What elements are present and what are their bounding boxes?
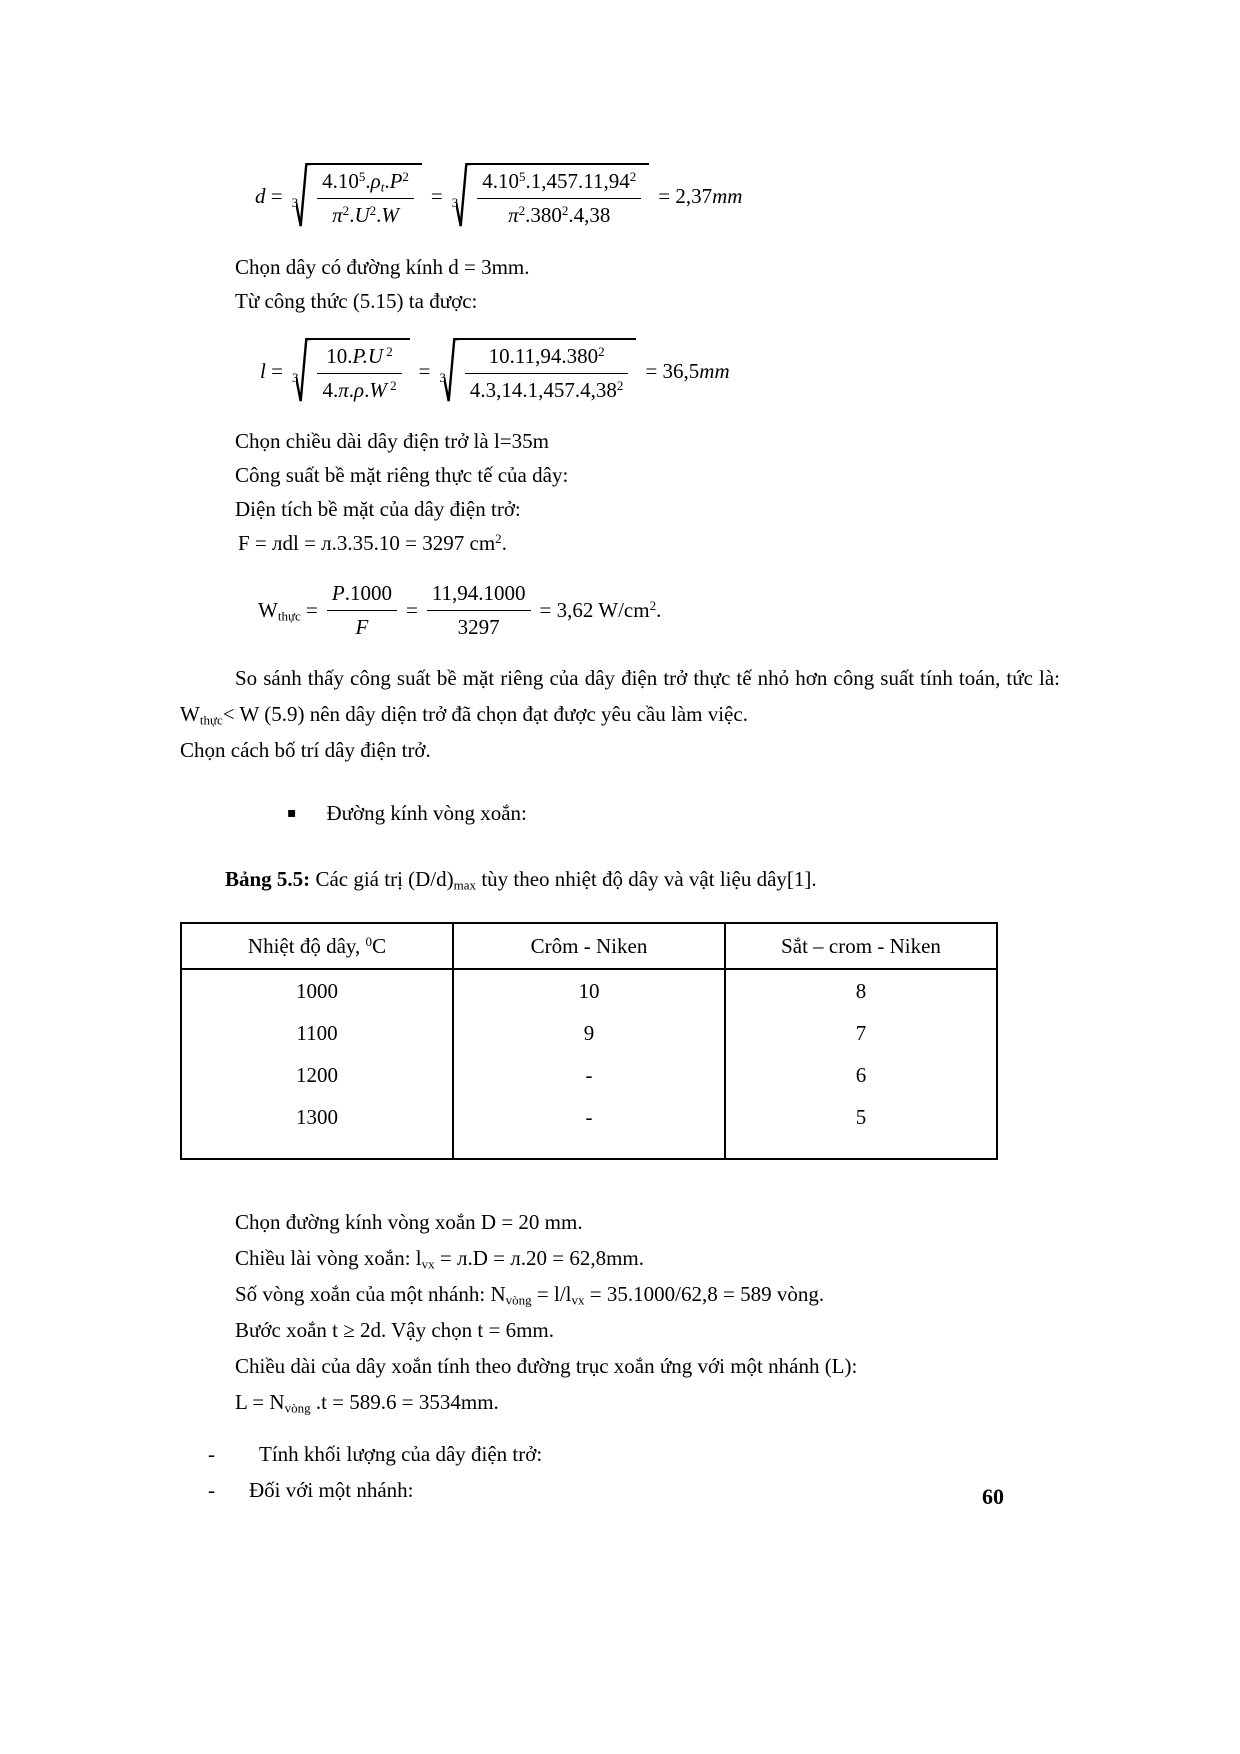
table-row [181,1096,997,1159]
paragraph-dien-tich: Diện tích bề mặt của dây điện trở: [235,497,521,521]
table-header-temperature: Nhiệt độ dây, $^0$C [181,923,453,969]
root-index: 3 [451,194,459,210]
cube-root [292,338,410,403]
formula-lhs: l = [260,358,283,383]
table-cell: 1100 [181,1012,453,1054]
table-cell: 1300 [181,1096,453,1159]
paragraph-so-vong: Số vòng xoắn của một nhánh: Nvòng = l/lvx = 35.1000/62,8 = 589 vòng. [235,1282,825,1308]
table-cell: 9 [453,1012,725,1054]
table-cell: 1000 [181,969,453,1012]
formula-length [260,326,1060,416]
table-row [181,969,997,1012]
cube-root [439,338,636,403]
table-header-sat-crom-niken: Sắt – crom - Niken [725,923,997,969]
equals-sign: = [405,597,418,622]
paragraph-so-sanh: So sánh thấy công suất bề mặt riêng của dây điện trở thực tế nhỏ hơn công suất tính toán, tức là: Wthực< W (5.9) nên dây diện trở đã chọn đạt được yêu cầu làm việc. [180,666,1060,728]
fraction [317,344,401,401]
dash-item-mot-nhanh [208,1472,1060,1508]
radicand [311,338,409,403]
radical-icon [296,163,311,228]
paragraph-cong-suat: Công suất bề mặt riêng thực tế của dây: [235,463,569,487]
table-cell: 8 [725,969,997,1012]
dash-item-label: Tính khối lượng của dây điện trở: [259,1442,543,1466]
formula-diameter [255,150,1060,242]
table-row [181,1012,997,1054]
equals-sign: = [418,358,431,383]
bullet-item [287,796,1060,830]
formula-surface-area: F = лdl = л.3.35.10 = 3297 $cm^2$. [238,530,507,555]
table-cell: 7 [725,1012,997,1054]
radicand [311,163,422,228]
table-cell: - [453,1096,725,1159]
formula-result: = 36,5mm [645,358,730,383]
table-dd-max [180,922,998,1160]
table-cell: 5 [725,1096,997,1159]
formula-L: L = Nvòng .t = 589.6 = 3534mm. [235,1390,499,1416]
dash-item-khoi-luong [208,1436,1060,1472]
fraction-numerator: 11,94.1000 [431,581,526,606]
table-cell: 10 [453,969,725,1012]
fraction [465,344,629,401]
dash-marker: - [208,1442,215,1466]
fraction [317,169,414,226]
fraction-numerator: 10.P.U $^2$ [326,344,393,369]
fraction-denominator: 3297 [427,610,531,639]
table-header-row [181,923,997,969]
paragraph-buoc-xoan: Bước xoắn t ≥ 2d. Vậy chọn t = 6mm. [235,1318,555,1342]
paragraph-chieu-lai: Chiều lài vòng xoắn: lvx = л.D = л.20 = 62,8mm. [235,1246,644,1272]
fraction-numerator: 10.11,94.380$^2$ [488,344,605,369]
dash-item-label: Đối với một nhánh: [249,1478,414,1502]
dash-marker: - [208,1478,215,1502]
fraction-numerator: P.1000 [331,581,392,606]
paragraph-chon-duong-kinh: Chọn đường kính vòng xoắn D = 20 mm. [235,1210,583,1234]
cube-root [292,163,422,228]
formula-result: = 2,37mm [658,183,743,208]
radicand [471,163,649,228]
bullet-icon: ▪ [287,805,297,821]
table-header-crom-niken: Crôm - Niken [453,923,725,969]
fraction-denominator: F [327,610,397,639]
radicand [459,338,637,403]
bullet-label: Đường kính vòng xoắn: [326,801,527,825]
table-cell: 6 [725,1054,997,1096]
fraction [327,581,397,638]
fraction [427,581,531,638]
formula-lhs: d = [255,183,283,208]
paragraph-chon-cach: Chọn cách bố trí dây điện trở. [180,738,431,762]
root-index: 3 [291,369,299,385]
table-row [181,1054,997,1096]
fraction-denominator: $\pi^2.380^2.4,38$ [477,198,641,227]
cube-root [452,163,650,228]
fraction-denominator: $\pi^2.U^2.W$ [317,198,414,227]
formula-result: = 3,62 $W/cm^2$. [539,597,662,622]
root-index: 3 [439,369,446,385]
fraction [477,169,641,226]
formula-w-thuc [258,568,1060,652]
formula-lhs: Wthực = [258,597,318,624]
fraction-denominator: 4.π.ρ.W $^2$ [317,373,401,402]
fraction-denominator: 4.3,14.1,457.4,38$^2$ [465,373,629,402]
paragraph-chon-day: Chọn dây có đường kính d = 3mm. [235,255,530,279]
equals-sign: = [430,183,443,208]
page-number: 60 [982,1484,1004,1509]
radical-icon [456,163,471,228]
radical-icon [444,338,459,403]
fraction-numerator: 4.10$^5$.1,457.11,94$^2$ [482,169,637,194]
table-cell: - [453,1054,725,1096]
paragraph-chieu-dai-day: Chiều dài của dây xoắn tính theo đường trục xoắn ứng với một nhánh (L): [235,1354,858,1378]
paragraph-chon-chieu-dai: Chọn chiều dài dây điện trở là l=35m [235,429,549,453]
table-caption: Bảng 5.5: Các giá trị (D/d)max tùy theo nhiệt độ dây và vật liệu dây[1]. [225,867,817,893]
radical-icon [296,338,311,403]
paragraph-tu-cong-thuc: Từ công thức (5.15) ta được: [235,289,478,313]
root-index: 3 [291,194,299,210]
fraction-numerator: $4.10^5.\rho t.P^2$ [322,169,409,195]
table-cell: 1200 [181,1054,453,1096]
